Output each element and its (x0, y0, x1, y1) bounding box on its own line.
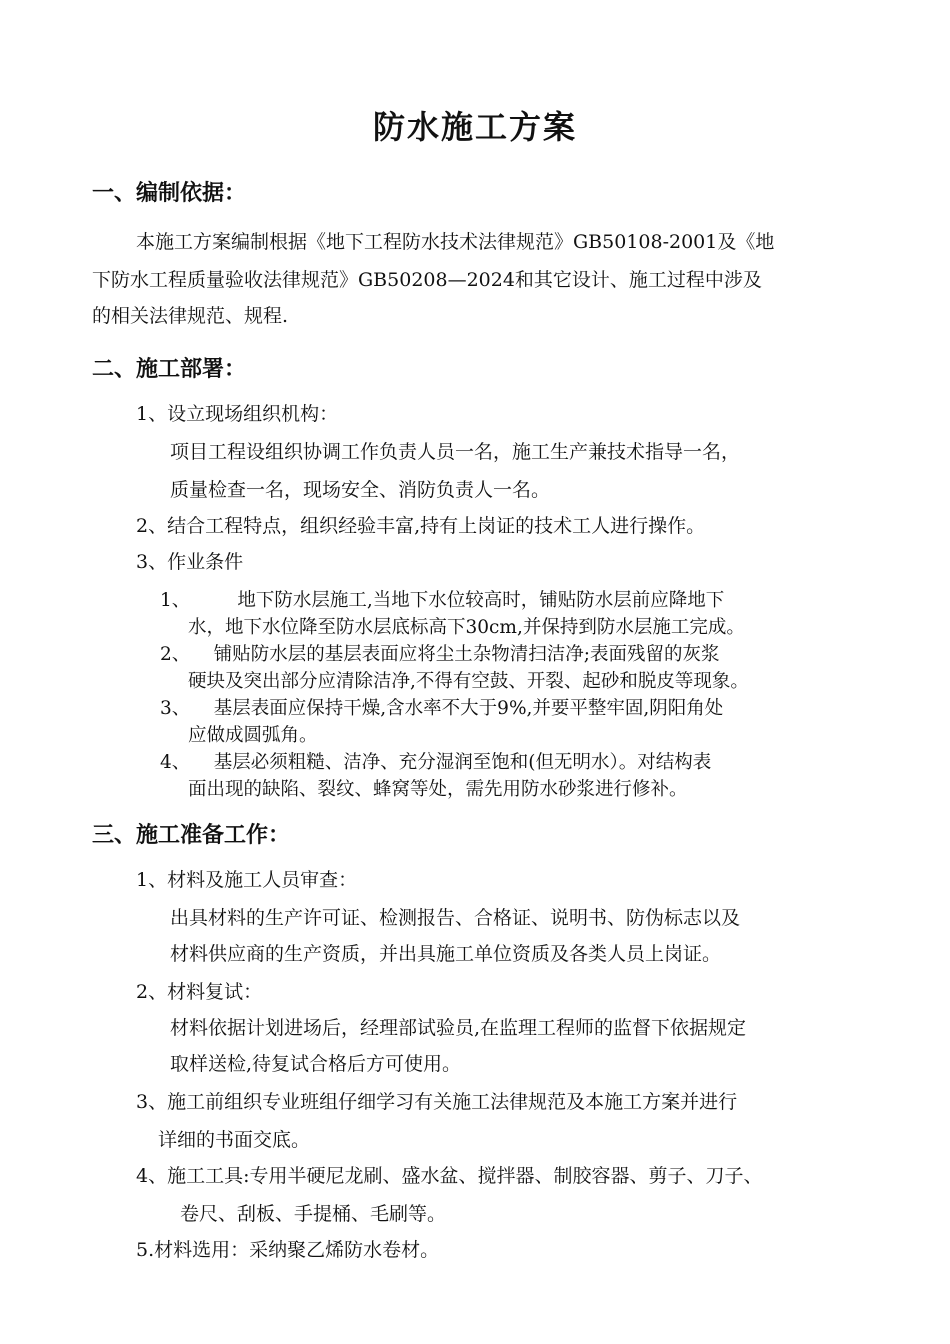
section-1-line-2: 下防水工程质量验收法律规范》GB50208—2024和其它设计、施工过程中涉及 (92, 269, 762, 291)
section-3-item-2-line-b: 取样送检,待复试合格后方可使用。 (170, 1053, 462, 1075)
section-3-item-1-line-b: 材料供应商的生产资质，并出具施工单位资质及各类人员上岗证。 (170, 943, 722, 965)
section-1-line-1: 本施工方案编制根据《地下工程防水技术法律规范》GB50108-2001及《地 (136, 231, 775, 253)
section-2-item-1: 1、设立现场组织机构： (136, 403, 339, 425)
condition-1-line-a: 1、 地下防水层施工,当地下水位较高时，铺贴防水层前应降地下 (160, 590, 725, 611)
section-2-item-1-line-a: 项目工程设组织协调工作负责人员一名，施工生产兼技术指导一名， (170, 441, 741, 463)
section-2-item-1-line-b: 质量检查一名，现场安全、消防负责人一名。 (170, 479, 551, 501)
condition-3-line-b: 应做成圆弧角。 (188, 725, 318, 746)
section-3-heading: 三、施工准备工作： (92, 822, 291, 848)
section-3-item-4-line-a: 4、施工工具:专用半硬尼龙刷、盛水盆、搅拌器、制胶容器、剪子、刀子、 (136, 1165, 763, 1187)
section-3-item-2: 2、材料复试： (136, 981, 263, 1003)
section-3-item-5: 5.材料选用：采纳聚乙烯防水卷材。 (136, 1239, 440, 1261)
condition-4-line-b: 面出现的缺陷、裂纹、蜂窝等处，需先用防水砂浆进行修补。 (188, 779, 688, 800)
condition-1-line-b: 水，地下水位降至防水层底标高下30cm,并保持到防水层施工完成。 (188, 617, 745, 638)
section-3-item-1: 1、材料及施工人员审查： (136, 869, 358, 891)
document-title: 防水施工方案 (372, 108, 577, 146)
section-2-item-3: 3、作业条件 (136, 551, 244, 573)
section-2-item-2: 2、结合工程特点，组织经验丰富,持有上岗证的技术工人进行操作。 (136, 515, 706, 537)
section-3-item-1-line-a: 出具材料的生产许可证、检测报告、合格证、说明书、防伪标志以及 (170, 907, 741, 929)
section-1-line-3: 的相关法律规范、规程. (92, 305, 289, 327)
condition-2-line-a: 2、 铺贴防水层的基层表面应将尘土杂物清扫洁净;表面残留的灰浆 (160, 644, 720, 665)
condition-3-line-a: 3、 基层表面应保持干燥,含水率不大于9%,并要平整牢固,阴阳角处 (160, 698, 724, 719)
section-3-item-3-line-b: 详细的书面交底。 (158, 1129, 311, 1151)
condition-4-line-a: 4、 基层必须粗糙、洁净、充分湿润至饱和(但无明水）。对结构表 (160, 752, 712, 773)
section-3-item-3-line-a: 3、施工前组织专业班组仔细学习有关施工法律规范及本施工方案并进行 (136, 1091, 738, 1113)
section-2-heading: 二、施工部署： (92, 356, 247, 382)
section-3-item-4-line-b: 卷尺、刮板、手提桶、毛刷等。 (180, 1203, 447, 1225)
section-3-item-2-line-a: 材料依据计划进场后，经理部试验员,在监理工程师的监督下依据规定 (170, 1017, 747, 1039)
section-1-heading: 一、编制依据： (92, 180, 247, 206)
condition-2-line-b: 硬块及突出部分应清除洁净,不得有空鼓、开裂、起砂和脱皮等现象。 (188, 671, 749, 692)
